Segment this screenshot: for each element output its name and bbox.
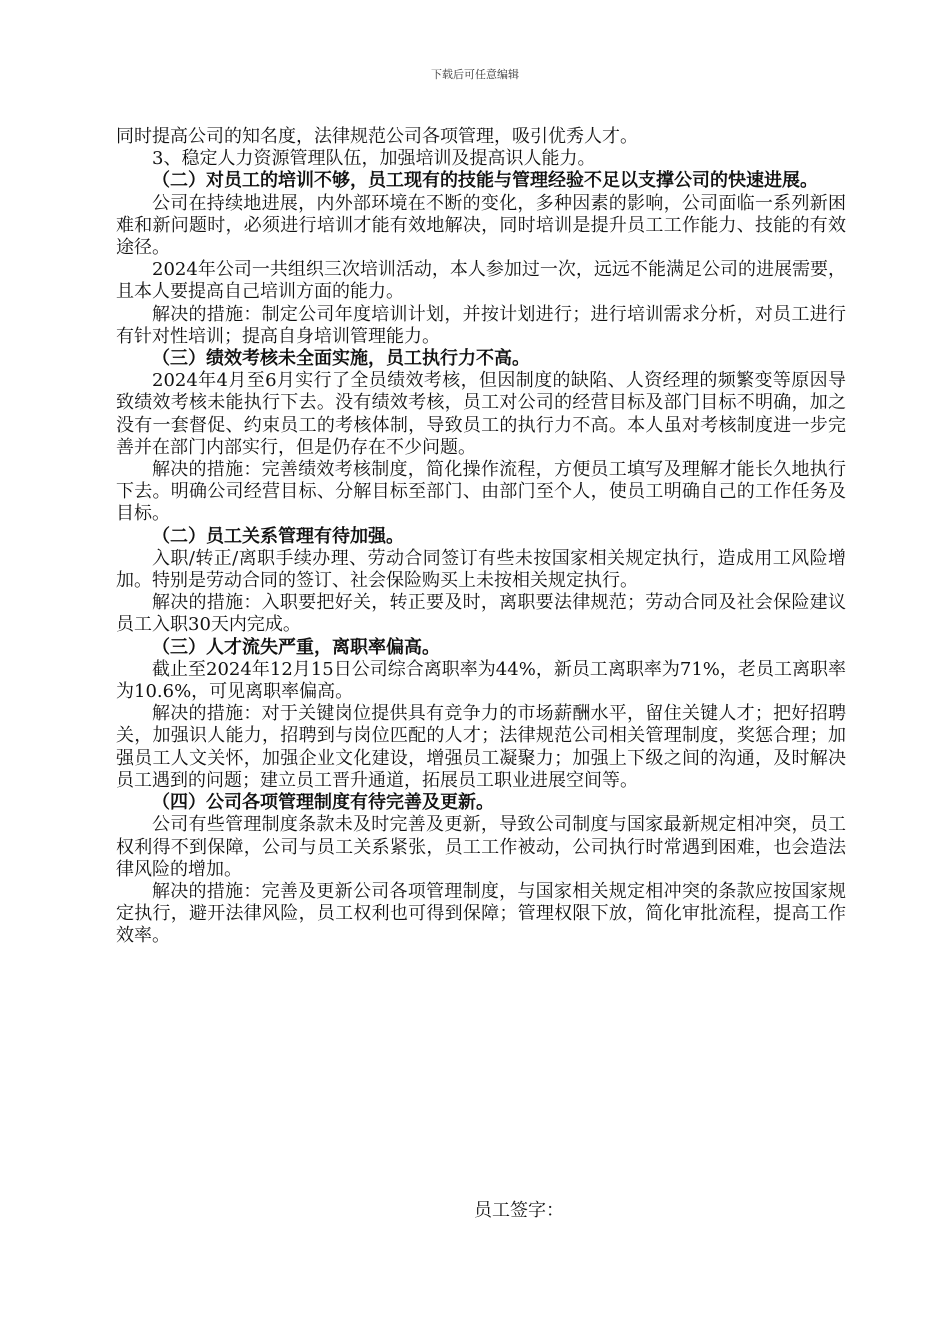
document-body <box>116 126 846 948</box>
signature-label: 员工签字： <box>474 1200 564 1221</box>
body-paragraph: 入职/转正/离职手续办理、劳动合同签订有些未按国家相关规定执行，造成用工风险增加。特别是劳动合同的签订、社会保险购买上未按相关规定执行。 <box>116 547 846 592</box>
body-paragraph: 解决的措施：对于关键岗位提供具有竞争力的市场薪酬水平，留住关键人才；把好招聘关，加强识人能力，招聘到与岗位匹配的人才；法律规范公司相关管理制度，奖惩合理；加强员工人文关怀，加强企业文化建设，增强员工凝聚力；加强上下级之间的沟通，及时解决员工遇到的问题；建立员工晋升通道，拓展员工职业进展空间等。 <box>116 703 846 791</box>
body-paragraph: 截止至2024年12月15日公司综合离职率为44%，新员工离职率为71%，老员工离职率为10.6%，可见离职率偏高。 <box>116 658 846 703</box>
body-paragraph: 公司有些管理制度条款未及时完善及更新，导致公司制度与国家最新规定相冲突，员工权利得不到保障，公司与员工关系紧张，员工工作被动，公司执行时常遇到困难，也会造法律风险的增加。 <box>116 814 846 880</box>
section-heading: （三）绩效考核未全面实施，员工执行力不高。 <box>152 348 530 370</box>
body-paragraph: 解决的措施：制定公司年度培训计划，并按计划进行；进行培训需求分析，对员工进行有针对性培训；提高自身培训管理能力。 <box>116 303 846 347</box>
body-paragraph: 2024年公司一共组织三次培训活动，本人参加过一次，远远不能满足公司的进展需要，且本人要提高自己培训方面的能力。 <box>116 259 846 303</box>
section-heading: （二）对员工的培训不够，员工现有的技能与管理经验不足以支撑公司的快速进展。 <box>152 170 818 192</box>
page-header: 下载后可任意编辑 <box>431 68 519 81</box>
body-paragraph: 公司在持续地进展，内外部环境在不断的变化，多种因素的影响，公司面临一系列新困难和新问题时，必须进行培训才能有效地解决，同时培训是提升员工工作能力、技能的有效途径。 <box>116 192 846 259</box>
section-heading: （二）员工关系管理有待加强。 <box>152 525 404 547</box>
body-paragraph: 解决的措施：完善及更新公司各项管理制度，与国家相关规定相冲突的条款应按国家规定执行，避开法律风险，员工权利也可得到保障；管理权限下放，简化审批流程，提高工作效率。 <box>116 880 846 947</box>
body-paragraph: 3、稳定人力资源管理队伍，加强培训及提高识人能力。 <box>152 148 596 170</box>
section-heading: （四）公司各项管理制度有待完善及更新。 <box>152 792 494 814</box>
body-paragraph: 2024年4月至6月实行了全员绩效考核，但因制度的缺陷、人资经理的频繁变等原因导致绩效考核未能执行下去。没有绩效考核，员工对公司的经营目标及部门目标不明确，加之没有一套督促、约束员工的考核体制，导致员工的执行力不高。本人虽对考核制度进一步完善并在部门内部实行，但是仍存在不少问题。 <box>116 370 846 458</box>
body-paragraph: 解决的措施：完善绩效考核制度，简化操作流程，方便员工填写及理解才能长久地执行下去。明确公司经营目标、分解目标至部门、由部门至个人，使员工明确自己的工作任务及目标。 <box>116 459 846 525</box>
body-paragraph: 同时提高公司的知名度，法律规范公司各项管理，吸引优秀人才。 <box>116 126 638 147</box>
section-heading: （三）人才流失严重，离职率偏高。 <box>152 636 440 658</box>
body-paragraph: 解决的措施：入职要把好关，转正要及时，离职要法律规范；劳动合同及社会保险建议员工入职30天内完成。 <box>116 592 846 636</box>
